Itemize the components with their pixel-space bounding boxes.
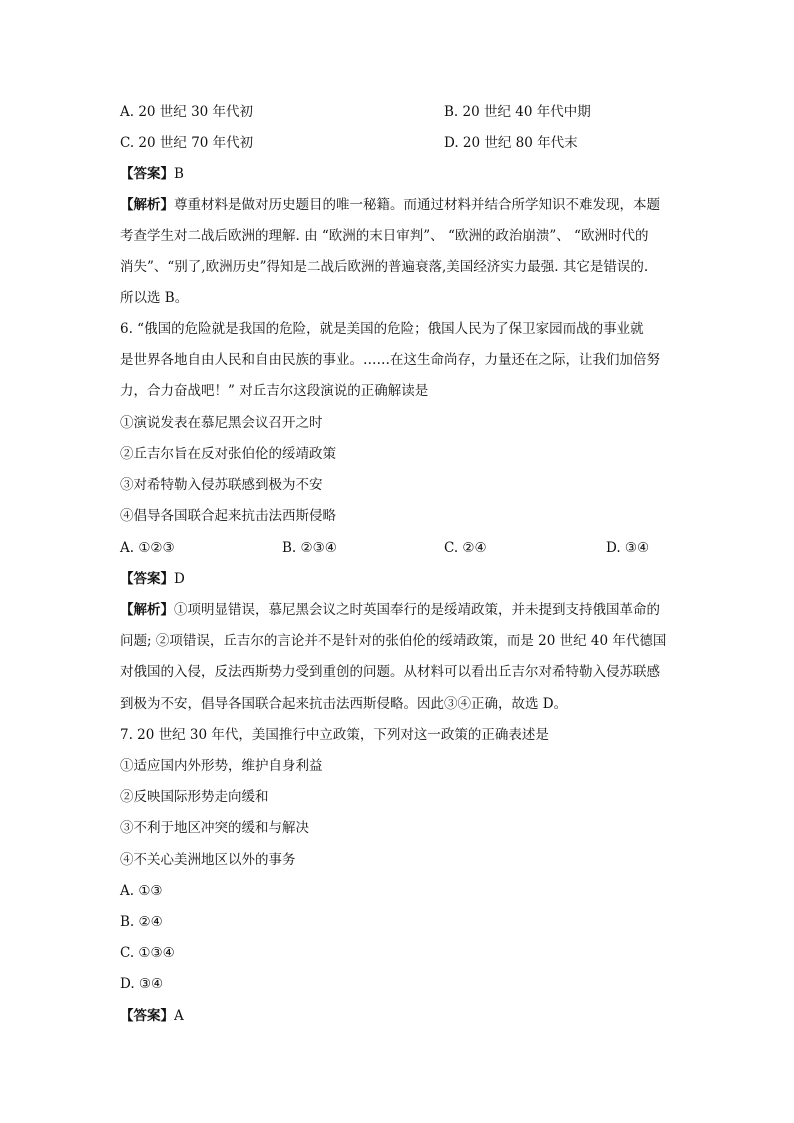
q5-option-c: C. 20 世纪 70 年代初: [120, 135, 254, 151]
q6-stem-line-1: 6. “俄国的危险就是我国的危险，就是美国的危险；俄国人民为了保卫家园而战的事业就: [120, 321, 644, 337]
q7-option-c: C. ①③④: [120, 945, 175, 961]
q7-option-d: D. ③④: [120, 976, 164, 992]
q7-item-4: ④不关心美洲地区以外的事务: [120, 852, 296, 868]
answer-value: D: [174, 571, 185, 587]
q6-analysis-line-2: 问题; ②项错误，丘吉尔的言论并不是针对的张伯伦的绥靖政策，而是 20 世纪 40 年代德国: [120, 633, 667, 649]
q5-option-b: B. 20 世纪 40 年代中期: [444, 104, 591, 120]
q5-option-a: A. 20 世纪 30 年代初: [120, 104, 254, 120]
q6-option-c: C. ②④: [444, 540, 487, 556]
q7-option-b: B. ②④: [120, 914, 163, 930]
answer-label: 【答案】: [120, 1008, 174, 1024]
q6-item-1: ①演说发表在慕尼黑会议召开之时: [120, 415, 323, 431]
q5-answer: [120, 164, 184, 184]
q6-answer: [120, 569, 185, 589]
q6-item-2: ②丘吉尔旨在反对张伯伦的绥靖政策: [120, 446, 336, 462]
q6-option-b: B. ②③④: [282, 540, 337, 556]
q5-analysis-line-1: [120, 195, 660, 215]
q6-option-a: A. ①②③: [120, 540, 175, 556]
q7-item-2: ②反映国际形势走向缓和: [120, 789, 269, 805]
q7-answer: [120, 1006, 184, 1026]
q6-stem-line-3: 力，合力奋战吧！” 对丘吉尔这段演说的正确解读是: [120, 383, 429, 399]
q5-option-d: D. 20 世纪 80 年代末: [444, 135, 578, 151]
answer-value: A: [174, 1008, 184, 1024]
q6-option-d: D. ③④: [606, 540, 650, 556]
q6-analysis-line-4: 到极为不安，倡导各国联合起来抗击法西斯侵略。因此③④正确，故选 D。: [120, 696, 568, 712]
q5-analysis-line-4: 所以选 B。: [120, 290, 189, 306]
answer-label: 【答案】: [120, 166, 174, 182]
answer-label: 【答案】: [120, 571, 174, 587]
q7-stem: 7. 20 世纪 30 年代，美国推行中立政策，下列对这一政策的正确表述是: [120, 727, 549, 743]
q7-option-a: A. ①③: [120, 883, 163, 899]
q6-analysis-line-1: [120, 600, 660, 620]
q6-stem-line-2: 是世界各地自由人民和自由民族的事业。……在这生命尚存，力量还在之际，让我们加倍努: [120, 352, 660, 368]
q5-analysis-line-2: 考查学生对二战后欧洲的理解. 由 “欧洲的末日审判”、 “欧洲的政治崩溃”、 “欧洲时代的: [120, 228, 649, 244]
q6-item-4: ④倡导各国联合起来抗击法西斯侵略: [120, 508, 336, 524]
q5-analysis-line-3: 消失”、“别了,欧洲历史”得知是二战后欧洲的普遍衰落,美国经济实力最强. 其它是错误的.: [120, 259, 649, 275]
analysis-text: ①项明显错误，慕尼黑会议之时英国奉行的是绥靖政策，并未提到支持俄国革命的: [174, 602, 660, 618]
q7-item-1: ①适应国内外形势，维护自身利益: [120, 758, 323, 774]
analysis-label: 【解析】: [120, 602, 174, 618]
answer-value: B: [174, 166, 184, 182]
q6-item-3: ③对希特勒入侵苏联感到极为不安: [120, 477, 323, 493]
analysis-text: 尊重材料是做对历史题目的唯一秘籍。而通过材料并结合所学知识不难发现，本题: [174, 197, 660, 213]
q6-analysis-line-3: 对俄国的入侵，反法西斯势力受到重创的问题。从材料可以看出丘吉尔对希特勒入侵苏联感: [120, 664, 660, 680]
analysis-label: 【解析】: [120, 197, 174, 213]
q7-item-3: ③不利于地区冲突的缓和与解决: [120, 820, 309, 836]
